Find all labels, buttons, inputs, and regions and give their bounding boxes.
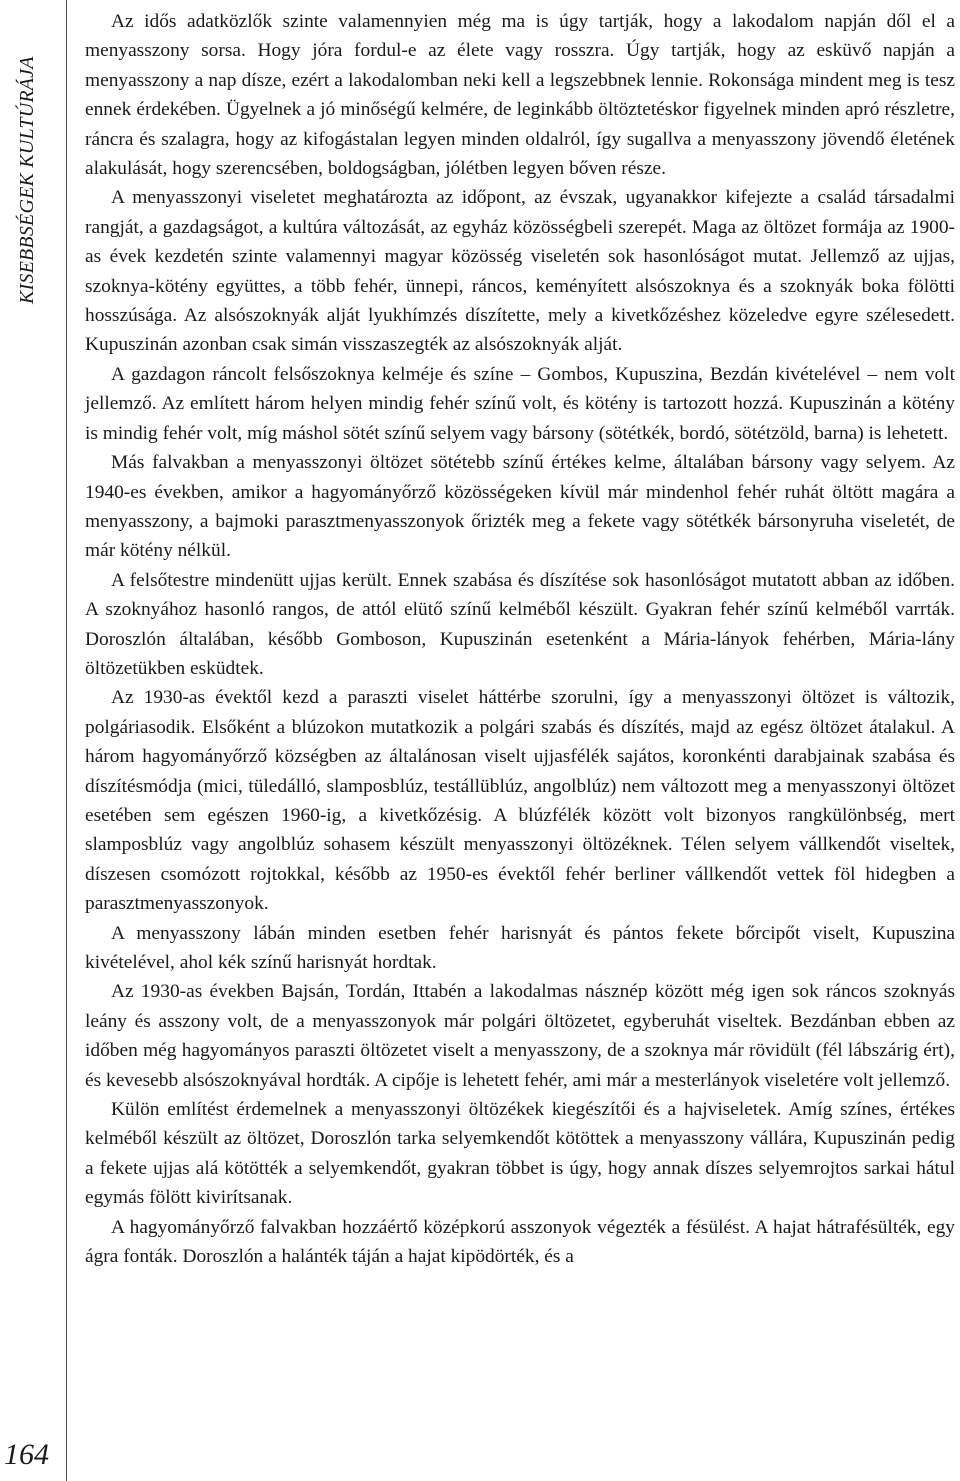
page-margin: [0, 0, 66, 1481]
paragraph: A gazdagon ráncolt felsőszoknya kelméje és színe – Gombos, Kupuszina, Bezdán kivételével – nem volt jellemző. Az említett három helyen mindig fehér színű volt, és kötény is tartozott hozzá. Kupuszinán a kötény is mindig fehér volt, míg máshol sötét színű selyem vagy bársony (sötétkék, bordó, sötétzöld, barna) is lehetett.: [85, 363, 955, 444]
paragraph: Más falvakban a menyasszonyi öltözet sötétebb színű értékes kelme, általában bársony vagy selyem. Az 1940-es években, amikor a hagyományőrző közösségeken kívül már mindenhol fehér ruhát öltött magára a menyasszony, a bajmoki parasztmenyasszonyok őrizték meg a fekete vagy sötétkék bársonyruha viseletét, de már kötény nélkül.: [85, 452, 955, 562]
paragraph: A menyasszony lábán minden esetben fehér harisnyát és pántos fekete bőrcipőt viselt, Kupuszina kivételével, ahol kék színű harisnyát hordtak.: [85, 922, 955, 973]
paragraph: Az 1930-as években Bajsán, Tordán, Ittabén a lakodalmas násznép között még igen sok ráncos szoknyás leány és asszony volt, de a menyasszonyok már polgári öltözetet, egyberuhát viseltek. Bezdánban ebben az időben még hagyományos paraszti öltözetet viselt a menyasszony, de a szoknya már rövidült (fél lábszárig ért), és kevesebb alsószoknyával hordták. A cipője is lehetett fehér, ami már a mesterlányok viseletére volt jellemző.: [85, 981, 955, 1091]
running-head: KISEBBSÉGEK KULTÚRÁJA: [16, 56, 38, 304]
paragraph: A hagyományőrző falvakban hozzáértő középkorú asszonyok végezték a fésülést. A hajat hátrafésülték, egy ágra fonták. Doroszlón a halánték táján a hajat kipödörték, és a: [85, 1216, 955, 1268]
margin-rule: [66, 0, 67, 1481]
paragraph: A menyasszonyi viseletet meghatározta az időpont, az évszak, ugyanakkor kifejezte a család társadalmi rangját, a gazdagságot, a kultúra változását, az egyház közösségbeli szerepét. Maga az öltözet formája az 1900-as évek kezdetén szinte valamennyi magyar közösség viseletén sok hasonlóságot mutat. Jellemző az ujjas, szoknya-kötény együttes, a több fehér, ünnepi, ráncos, keményített alsószoknya és a szoknyák boka fölötti hosszúsága. Az alsószoknyák alját lyukhímzés díszítette, mely a kivetkőzéshez közeledve egyre szélesedett. Kupuszinán azonban csak simán visszaszegték az alsószoknyák alját.: [85, 187, 955, 356]
paragraph: Külön említést érdemelnek a menyasszonyi öltözékek kiegészítői és a hajviseletek. Amíg színes, értékes kelméből készült az öltözet, Doroszlón tarka selyemkendőt kötöttek a menyasszony vállára, Kupuszinán pedig a fekete ujjas alá kötötték a selyemkendőt, gyakran többet is úgy, hogy annak díszes selyemrojtos sarkai hátul egymás fölött kivirítsanak.: [85, 1099, 955, 1209]
paragraph: A felsőtestre mindenütt ujjas került. Ennek szabása és díszítése sok hasonlóságot mutatott abban az időben. A szoknyához hasonló rangos, de attól elütő színű kelméből készült. Gyakran fehér színű kelméből varrták. Doroszlón általában, később Gomboson, Kupuszinán esetenként a Mária-lányok fehérben, Mária-lány öltözetükben esküdtek.: [85, 569, 955, 679]
paragraph: Az 1930-as évektől kezd a paraszti viselet háttérbe szorulni, így a menyasszonyi öltözet is változik, polgáriasodik. Elsőként a blúzokon mutatkozik a polgári szabás és díszítés, majd az egész öltözet átalakul. A három hagyományőrző községben az általánosan viselt ujjasfélék sajátos, koronkénti darabjainak szabása és díszítésmódja (mici, tüledálló, slamposblúz, testállüblúz, angolblúz) nem változott meg a menyasszonyi öltözet esetében sem egészen 1960-ig, a kivetkőzésig. A blúzfélék között volt bizonyos rangkülönbség, mert slamposblúz vagy angolblúz sohasem készült menyasszonyi öltözéknek. Télen selyem vállkendőt viseltek, díszesen csomózott rojtokkal, később az 1950-es évektől fehér berliner vállkendőt vettek föl hidegben a parasztmenyasszonyok.: [85, 687, 955, 915]
paragraph: Az idős adatközlők szinte valamennyien még ma is úgy tartják, hogy a lakodalom napján dől el a menyasszony sorsa. Hogy jóra fordul-e az élete vagy rosszra. Úgy tartják, hogy az esküvő napján a menyasszony a nap dísze, ezért a lakodalomban neki kell a legszebbnek lennie. Rokonsága mindent meg is tesz ennek érdekében. Ügyelnek a jó minőségű kelmére, de leginkább öltöztetéskor figyelnek minden apró részletre, ráncra és szalagra, hogy az kifogástalan legyen minden oldalról, így sugallva a menyasszony jövendő életének alakulását, hogy szerencsében, boldogságban, jólétben legyen bőven része.: [85, 11, 955, 180]
article-body: [85, 7, 955, 1271]
page-number: 164: [4, 1438, 49, 1471]
